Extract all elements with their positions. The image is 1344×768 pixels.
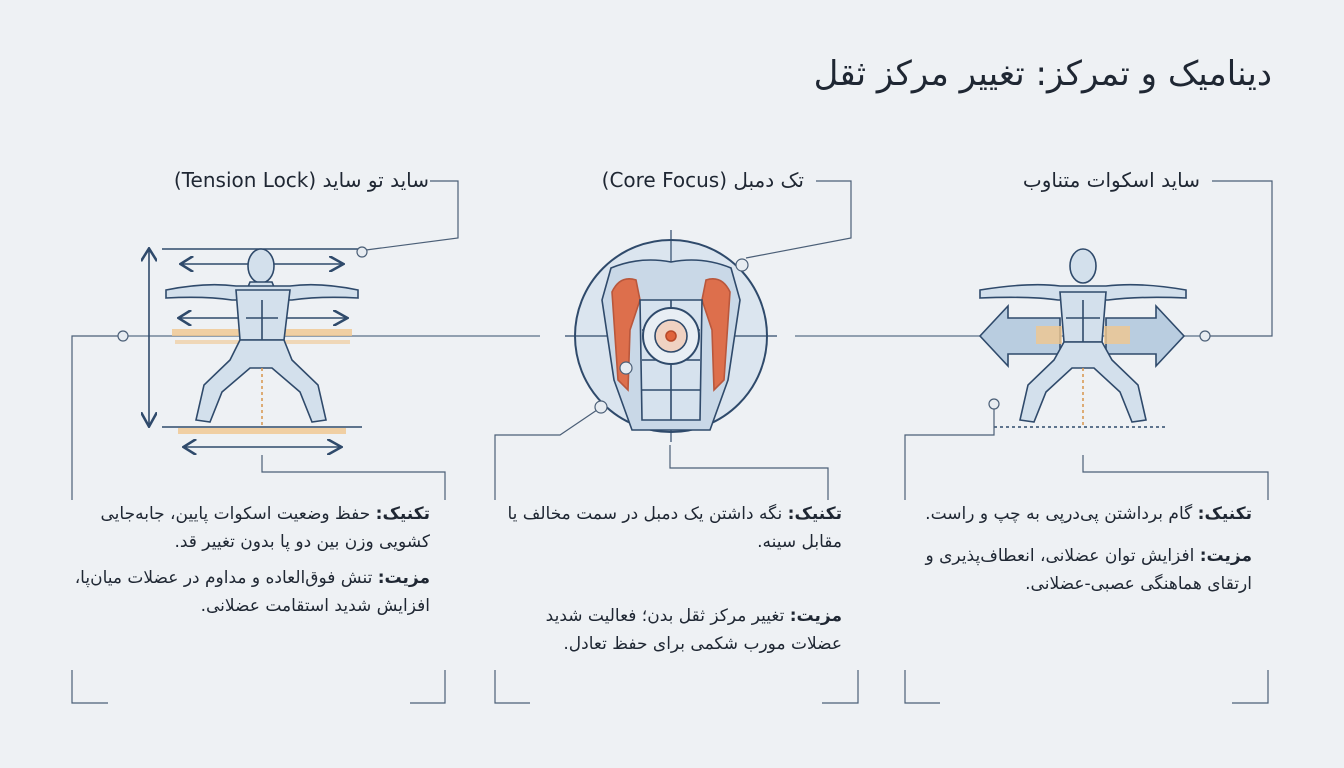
technique-text: حفظ وضعیت اسکوات پایین، جابه‌جایی کشویی وزن بین دو پا بدون تغییر قد. (100, 504, 430, 552)
benefit-paragraph (60, 564, 430, 620)
benefit-text: تنش فوق‌العاده و مداوم در عضلات میان‌پا، افزایش شدید استقامت عضلانی. (74, 568, 430, 616)
text-block-alternating-squat (914, 500, 1252, 606)
column-title-alternating-squat: ساید اسکوات متناوب (1022, 168, 1200, 192)
column-title-side-to-side: ساید تو ساید (Tension Lock) (173, 168, 429, 192)
technique-text: نگه داشتن یک دمبل در سمت مخالف یا مقابل سینه. (507, 504, 842, 552)
figure-alternating-squat (980, 249, 1186, 427)
technique-paragraph (914, 500, 1252, 528)
technique-paragraph (507, 500, 842, 556)
technique-label: تکنیک: (1197, 504, 1252, 524)
text-block-core-focus (507, 500, 842, 666)
technique-label: تکنیک: (787, 504, 842, 524)
benefit-label: مزیت: (789, 606, 842, 626)
benefit-paragraph (914, 542, 1252, 598)
page-title: دینامیک و تمرکز: تغییر مرکز ثقل (813, 54, 1272, 94)
benefit-label: مزیت: (377, 568, 430, 588)
technique-text: گام برداشتن پی‌درپی به چپ و راست. (925, 504, 1193, 524)
technique-label: تکنیک: (375, 504, 430, 524)
technique-paragraph (60, 500, 430, 556)
figure-side-to-side (149, 249, 362, 447)
benefit-paragraph (507, 602, 842, 658)
benefit-text: تغییر مرکز ثقل بدن؛ فعالیت شدید عضلات مورب شکمی برای حفظ تعادل. (545, 606, 842, 654)
text-block-side-to-side (60, 500, 430, 628)
column-title-core-focus: تک دمبل (Core Focus) (601, 168, 804, 192)
benefit-label: مزیت: (1199, 546, 1252, 566)
benefit-text: افزایش توان عضلانی، انعطاف‌پذیری و ارتقای هماهنگی عصبی-عضلانی. (925, 546, 1252, 594)
